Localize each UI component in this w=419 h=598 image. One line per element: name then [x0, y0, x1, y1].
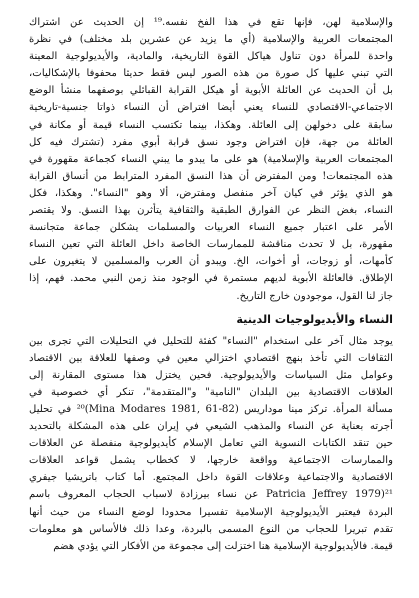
text-line: والإسلامية لهن، فإنها تقع في هذا الفخ نفسه.¹⁹ إن الحديث عن اشتراك — [29, 17, 393, 28]
text-line: العائلة من جهة، فإن افتراض وجود نسق قرابة أبوي مفرد (تشترك فيه كل — [29, 136, 393, 148]
document-page — [29, 14, 393, 555]
text-line: يوجد مثال آخر على استخدام "النساء" كفئة للتحليل في التحليلات التي تجرى بين — [29, 335, 393, 347]
text-line: مسألة المرأة. تركز مينا موداريس (Mina Modares 1981, 61-82)²⁰ في تحليل — [29, 403, 393, 415]
text-line: الثقافات التي تأخذ بنهج اقتصادي اختزالي معين في وصفها للعلاقة بين الاقتصاد — [29, 352, 393, 364]
text-line: هو الذي يؤثر في كيان آخر منفصل ومفترض، ألا وهو "النساء". وهكذا، فكل — [29, 187, 393, 199]
text-line: كأمهات، أو زوجات، أو أخوات، الخ. ويبدو أن العرب والمسلمين لا يتغيرون على — [29, 256, 393, 268]
text-line: هذه المجتمعات! ومن المفترض أن هذا النسق المفرد المترابط من أنساق القرابة — [29, 170, 393, 182]
text-line: والممارسات الاجتماعية وواقعة خارجها، لا كخطاب يشمل قواعد العلاقات — [29, 455, 393, 467]
text-line: العلاقات الاقتصادية بين البلدان "النامية" و"المتقدمة"، تنكر أي خصوصية في — [29, 386, 393, 398]
text-line: النساء، بغض النظر عن الفوارق الطبقية والثقافية يتأثرن بهذا النسق. ولا يقتصر — [29, 205, 393, 217]
text-line: الاقتصادية والاجتماعية وعلاقات القوة داخل المجتمع. أما كتاب باتريشيا جيفري — [29, 472, 393, 484]
text-line: جاز لنا القول، موجودون خارج التاريخ. — [236, 290, 393, 302]
paragraph-1 — [29, 14, 393, 305]
text-line: الإطلاق. فالعائلة الأبوية لديهم مستمرة في الوجود منذ زمن النبي محمد. فهم، إذا — [29, 273, 393, 285]
text-line: التي تبني عليها كل صورة من هذه الصور ليس فقط حديثا محفوفا بالإشكاليات، — [29, 68, 393, 80]
text-line: الأمر على اعتبار جميع النساء العربيات والمسلمات يشكلن جماعة متجانسة — [29, 222, 393, 234]
text-line: حين تنقد الكتابات النسوية التي تعامل الإسلام كأيديولوجية منفصلة عن العلاقات — [29, 438, 393, 450]
text-line: قيمة. فالأيديولوجية الإسلامية هنا اختزلت إلى مجموعة من الأفكار التي يؤدي هضم — [53, 540, 393, 552]
text-line: الاجتماعي-الاقتصادي للنساء يعني أيضا افتراض أن النساء ذواتا جنسية-تاريخية — [29, 102, 393, 114]
text-line: المجتمعات العربية والإسلامية) هو على ما يبدو ما يبني النساء كجماعة مقهورة في — [29, 153, 393, 165]
text-line: تقدم تبريرا للحجاب من النوع المسمى بالبردة، وعدا ذلك فالأساس هو معلومات — [29, 523, 393, 535]
text-line: المجتمعات العربية والإسلامية (أي ما يزيد عن عشرين بلد مختلف) في نظرة — [29, 34, 393, 46]
text-line: سابقة على دخولهن إلى العائلة. وهكذا، بينما تكتسب النساء قيمة أو مكانة في — [29, 119, 393, 131]
text-line: أجرته بعناية عن النساء والمذهب الشيعي في إيران على هذه المشكلة بالتحديد — [29, 421, 393, 433]
text-line: البردة فيعتبر الأيديولوجية الإسلامية تفسيرا محدودا لوضع النساء من حيث أنها — [29, 506, 393, 518]
section-heading: النساء والأيديولوجيات الدينية — [236, 312, 393, 326]
paragraph-2 — [29, 333, 393, 555]
text-line: واحدة للمرأة دون تناول هياكل القوة التاريخية، والمادية، والأيديولوجية المعينة — [29, 51, 393, 63]
text-line: وعوامل مثل السياسات والأيديولوجية. فحين يختزل هذا مستوى المقارنة إلى — [29, 369, 393, 381]
text-line: Patricia Jeffrey 1979)²¹ عن نساء بيرزادة لاسباب الحجاب المعروف باسم — [29, 489, 393, 501]
text-line: مقهورة، بل لا تحدث مناقشة للممارسات الخاصة داخل العائلة التي تعين النساء — [29, 239, 393, 251]
text-line: بل أن الحديث عن العائلة الأبوية أو هيكل القرابة القبائلي بوصفهما منشأ الوضع — [29, 85, 393, 97]
